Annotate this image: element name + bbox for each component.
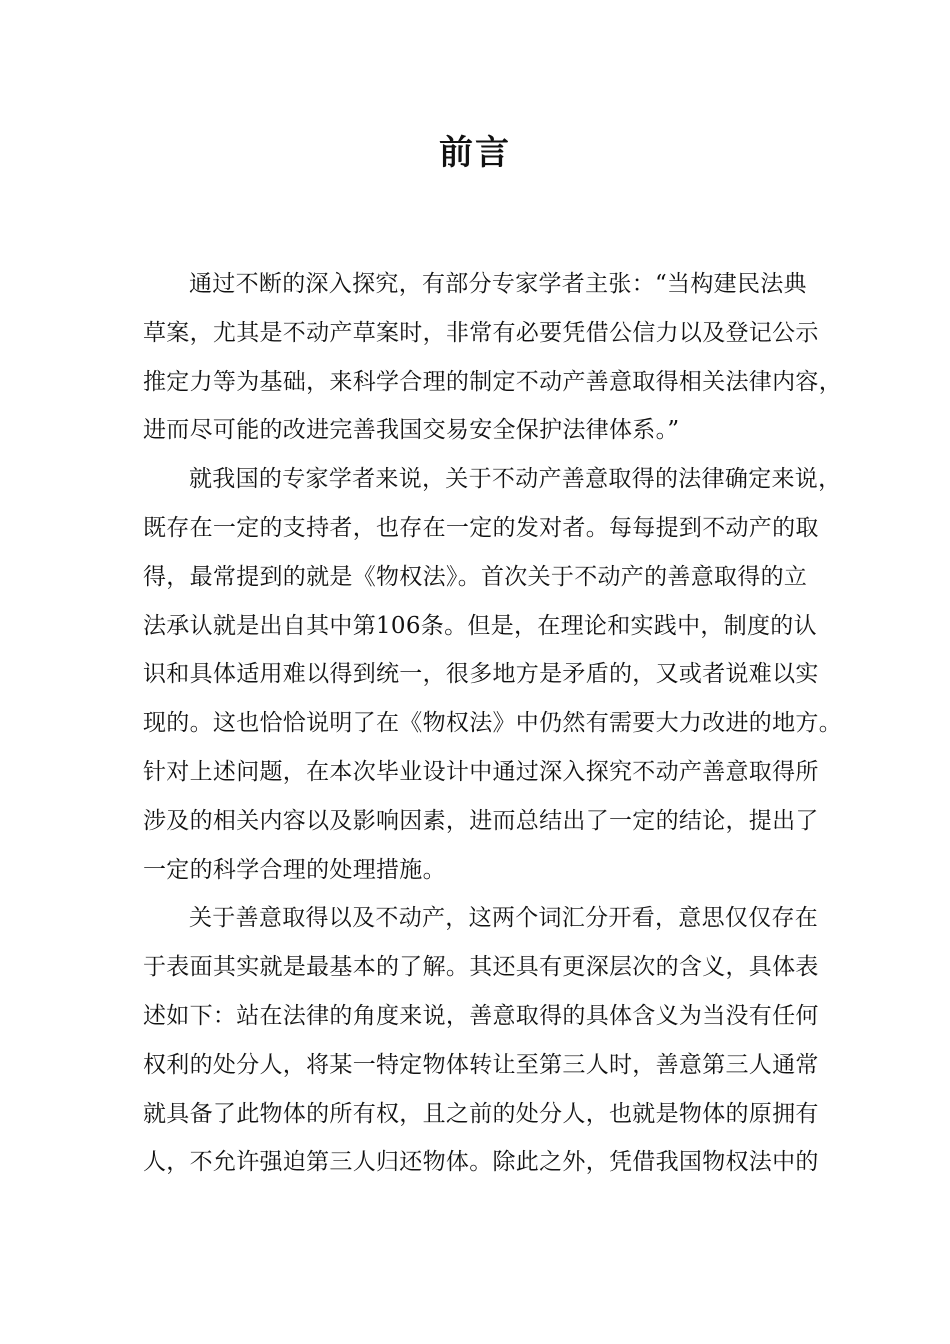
paragraph-3-line-3: 述如下：站在法律的角度来说，善意取得的具体含义为当没有任何 xyxy=(143,1002,819,1029)
paragraph-2-line-2: 既存在一定的支持者，也存在一定的发对者。每每提到不动产的取 xyxy=(143,514,819,541)
paragraph-2-line-7: 针对上述问题，在本次毕业设计中通过深入探究不动产善意取得所 xyxy=(143,758,819,785)
paragraph-1-line-1: 通过不断的深入探究，有部分专家学者主张：“当构建民法典 xyxy=(189,271,807,297)
page-title: 前言 xyxy=(439,133,511,173)
paragraph-2-line-6: 现的。这也恰恰说明了在《物权法》中仍然有需要大力改进的地方。 xyxy=(143,710,842,737)
paragraph-2-line-9: 一定的科学合理的处理措施。 xyxy=(143,856,446,883)
paragraph-1-line-3: 推定力等为基础，来科学合理的制定不动产善意取得相关法律内容， xyxy=(143,368,842,395)
paragraph-3-line-2: 于表面其实就是最基本的了解。其还具有更深层次的含义，具体表 xyxy=(143,954,819,981)
paragraph-2-line-3: 得，最常提到的就是《物权法》。首次关于不动产的善意取得的立 xyxy=(143,563,808,590)
paragraph-3-line-1: 关于善意取得以及不动产，这两个词汇分开看，意思仅仅存在 xyxy=(189,905,819,932)
paragraph-3-line-4: 权利的处分人，将某一特定物体转让至第三人时，善意第三人通常 xyxy=(143,1051,819,1078)
paragraph-2-line-5: 识和具体适用难以得到统一，很多地方是矛盾的，又或者说难以实 xyxy=(143,661,819,688)
paragraph-1-line-2: 草案，尤其是不动产草案时，非常有必要凭借公信力以及登记公示 xyxy=(143,319,819,346)
document-body xyxy=(143,260,842,1187)
paragraph-2-line-4: 法承认就是出自其中第106条。但是，在理论和实践中，制度的认 xyxy=(143,612,817,639)
paragraph-1-line-4: 进而尽可能的改进完善我国交易安全保护法律体系。” xyxy=(143,417,680,444)
paragraph-3-line-5: 就具备了此物体的所有权，且之前的处分人，也就是物体的原拥有 xyxy=(143,1100,819,1127)
paragraph-2-line-8: 涉及的相关内容以及影响因素，进而总结出了一定的结论，提出了 xyxy=(143,807,819,834)
paragraph-3-line-6: 人，不允许强迫第三人归还物体。除此之外，凭借我国物权法中的 xyxy=(143,1149,819,1176)
paragraph-2-line-1: 就我国的专家学者来说，关于不动产善意取得的法律确定来说， xyxy=(189,466,842,493)
